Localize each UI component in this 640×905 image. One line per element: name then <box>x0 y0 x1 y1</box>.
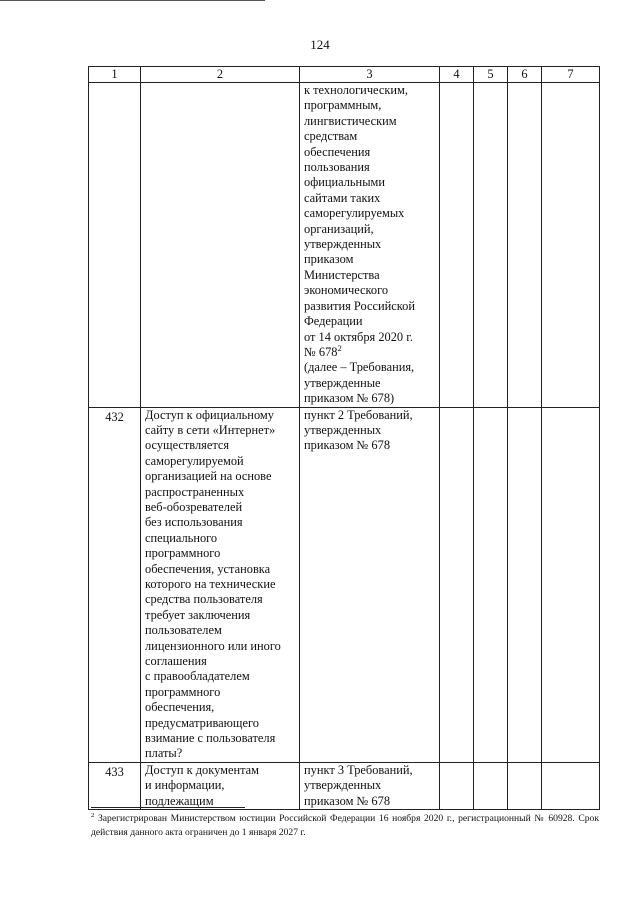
text-line: обеспечения <box>304 144 371 159</box>
text-line: (далее – Требования, <box>304 360 415 375</box>
footnote-reference: 2 <box>337 342 342 353</box>
text-line: программного <box>145 684 221 699</box>
column-header: 1 <box>89 67 141 83</box>
text-line: приказом № 678 <box>304 438 391 453</box>
requirement-cell <box>141 762 300 809</box>
requirement-cell <box>141 407 300 762</box>
text-line: программным, <box>304 98 382 113</box>
page-number: 124 <box>310 37 330 52</box>
text-line: организаций, <box>304 221 374 236</box>
footnote-marker: 2 <box>91 811 95 819</box>
text-line: пункт 3 Требований, <box>304 762 413 777</box>
text-line: организацией на основе <box>145 469 272 484</box>
empty-cell <box>542 407 600 762</box>
text-line: саморегулируемой <box>145 453 244 468</box>
text-line: пункт 2 Требований, <box>304 407 413 422</box>
text-line: программного <box>145 546 221 561</box>
empty-cell <box>508 762 542 809</box>
text-line: саморегулируемых <box>304 206 405 221</box>
text-line: специального <box>145 530 218 545</box>
column-header: 4 <box>440 67 474 83</box>
text-line: осуществляется <box>145 438 230 453</box>
empty-cell <box>440 762 474 809</box>
text-line: веб-обозревателей <box>145 499 243 514</box>
row-number: 433 <box>89 762 141 809</box>
text-line: средства пользователя <box>145 592 263 607</box>
row-number: 432 <box>89 407 141 762</box>
text-line: обеспечения, установка <box>145 561 271 576</box>
top-rule <box>0 0 265 1</box>
empty-cell <box>440 407 474 762</box>
text-line: распространенных <box>145 484 245 499</box>
column-header: 6 <box>508 67 542 83</box>
text-line: от 14 октября 2020 г. <box>304 329 413 344</box>
text-line: пользователем <box>145 623 222 638</box>
text-line: экономического <box>304 283 389 298</box>
text-line: Министерства <box>304 267 380 282</box>
column-header: 7 <box>542 67 600 83</box>
text-line: без использования <box>145 515 243 530</box>
text-line: пользования <box>304 160 370 175</box>
text-line: требует заключения <box>145 607 251 622</box>
text-line: Доступ к официальному <box>145 407 274 422</box>
text-line: средствам <box>304 129 358 144</box>
checklist-table <box>88 66 600 810</box>
footnote-separator <box>91 807 245 808</box>
footnote <box>91 812 599 840</box>
table-header-row <box>89 67 600 83</box>
column-header: 3 <box>300 67 440 83</box>
source-cell <box>300 83 440 408</box>
text-line: и информации, <box>145 778 225 793</box>
text-line: лингвистическим <box>304 113 397 128</box>
text-line: приказом № 678) <box>304 391 395 406</box>
text-line: сайту в сети «Интернет» <box>145 422 276 437</box>
table-row <box>89 83 600 408</box>
text-line: подлежащим <box>145 793 214 808</box>
text-line: платы? <box>145 746 183 761</box>
empty-cell <box>474 407 508 762</box>
source-cell <box>300 762 440 809</box>
empty-cell <box>474 762 508 809</box>
requirement-cell <box>141 83 300 408</box>
text-line: развития Российской <box>304 298 415 313</box>
text-line: лицензионного или иного <box>145 638 281 653</box>
text-line: приказом № 678 <box>304 793 391 808</box>
empty-cell <box>542 762 600 809</box>
empty-cell <box>542 83 600 408</box>
text-line: Доступ к документам <box>145 762 260 777</box>
text-line: № $678^2$ <box>304 342 342 359</box>
source-cell <box>300 407 440 762</box>
text-line: утвержденных <box>304 237 382 252</box>
table-row <box>89 762 600 809</box>
text-line: к технологическим, <box>304 83 408 97</box>
text-line: предусматривающего <box>145 715 259 730</box>
text-line: утвержденных <box>304 422 382 437</box>
text-line: сайтами таких <box>304 190 381 205</box>
text-line: утвержденные <box>304 375 381 390</box>
footnote-text: Зарегистрирован Министерством юстиции Российской Федерации 16 ноября 2020 г., регистрационный № 60928. Срок действия данного акта ограничен до 1 января 2027 г. <box>91 813 599 838</box>
column-header: 5 <box>474 67 508 83</box>
row-number <box>89 83 141 408</box>
text-line: соглашения <box>145 654 207 669</box>
empty-cell <box>440 83 474 408</box>
text-line: приказом <box>304 252 354 267</box>
text-line: официальными <box>304 175 385 190</box>
table-row <box>89 407 600 762</box>
text-line: взимание с пользователя <box>145 731 276 746</box>
empty-cell <box>508 407 542 762</box>
column-header: 2 <box>141 67 300 83</box>
empty-cell <box>474 83 508 408</box>
text-line: Федерации <box>304 314 363 329</box>
empty-cell <box>508 83 542 408</box>
text-line: утвержденных <box>304 778 382 793</box>
text-line: с правообладателем <box>145 669 250 684</box>
text-line: которого на технические <box>145 577 276 591</box>
text-line: обеспечения, <box>145 700 215 715</box>
